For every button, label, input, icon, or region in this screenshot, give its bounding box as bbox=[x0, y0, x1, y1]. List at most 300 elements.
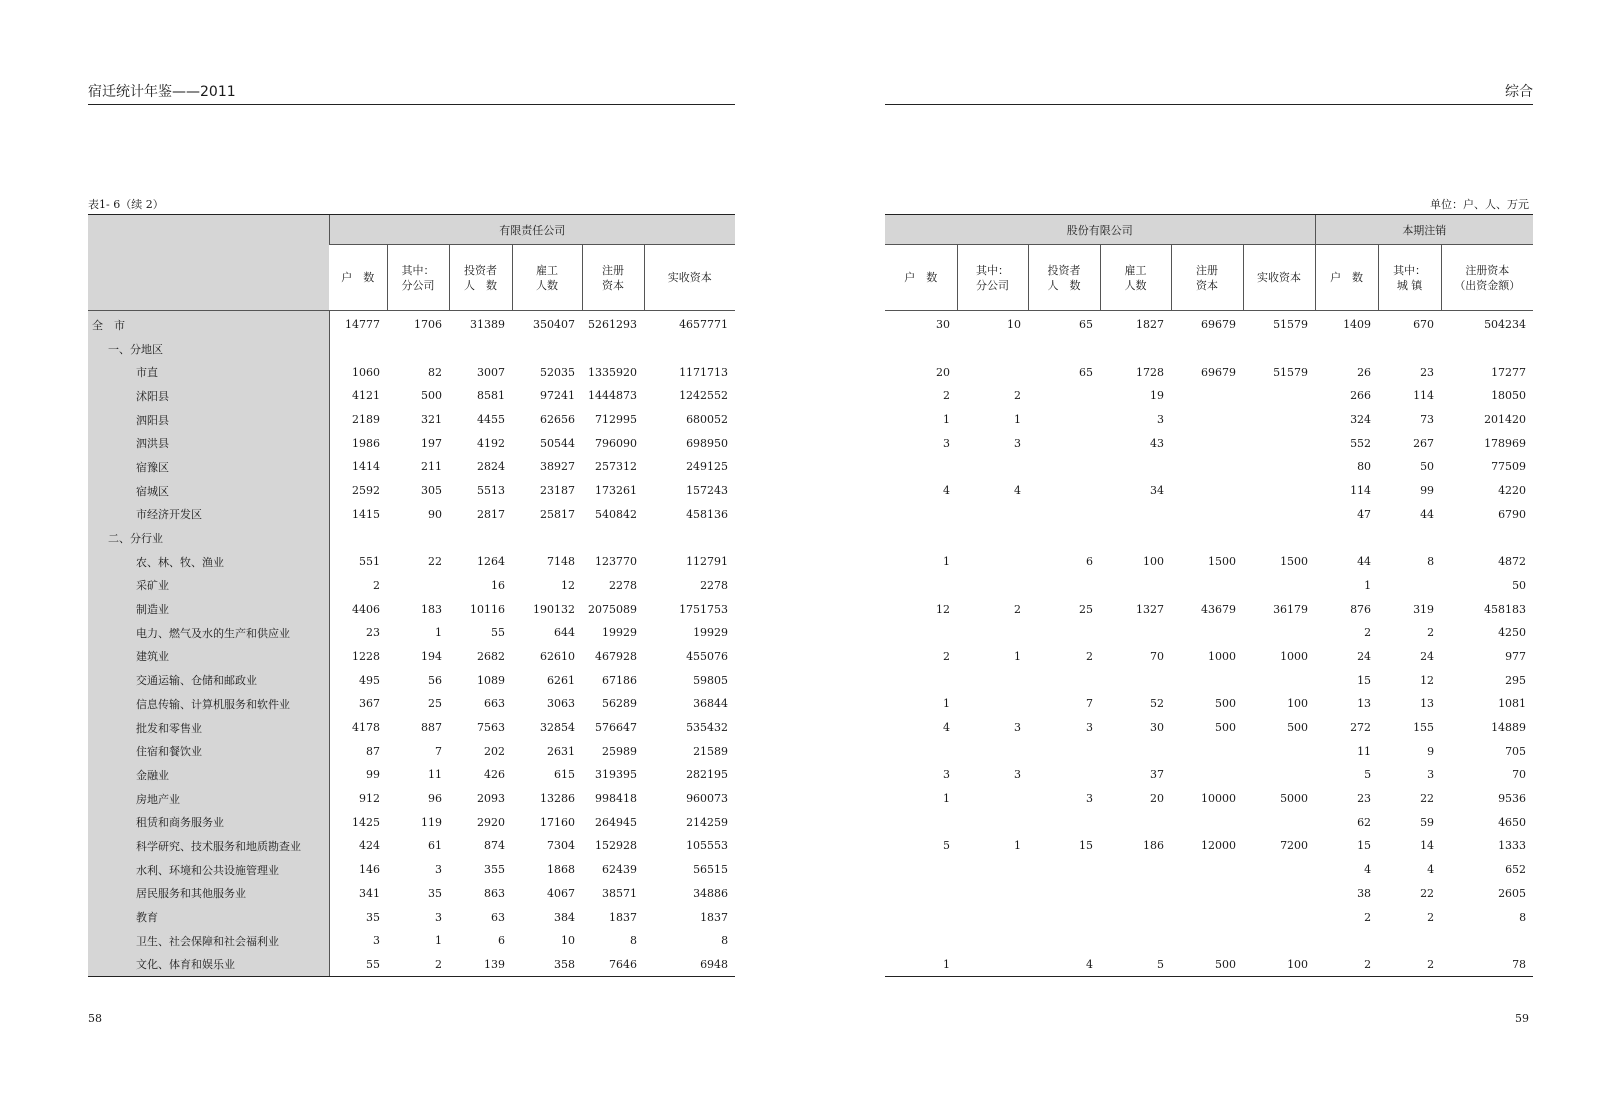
table-cell: 1 bbox=[1014, 413, 1021, 427]
table-cell bbox=[1441, 929, 1533, 953]
table-cell bbox=[1100, 905, 1171, 929]
table-cell: 65 bbox=[1079, 318, 1093, 332]
table-cell: 183 bbox=[421, 602, 442, 616]
table-cell: 13 bbox=[1420, 697, 1435, 711]
table-cell: 2 bbox=[1378, 953, 1441, 977]
table-row bbox=[885, 526, 1533, 550]
column-header: 户 数 bbox=[885, 245, 957, 311]
table-cell bbox=[1028, 431, 1100, 455]
table-row bbox=[885, 550, 1533, 574]
table-cell: 77509 bbox=[1491, 460, 1527, 474]
table-row bbox=[885, 311, 1533, 337]
table-cell: 36844 bbox=[693, 697, 729, 711]
table-cell: 35 bbox=[428, 886, 442, 900]
table-cell bbox=[957, 337, 1028, 361]
table-cell: 8 bbox=[1427, 555, 1435, 569]
row-label: 一、分地区 bbox=[88, 337, 329, 361]
table-cell: 12 bbox=[1420, 673, 1435, 687]
table-cell bbox=[1243, 882, 1315, 906]
table-cell: 576647 bbox=[595, 721, 637, 735]
table-cell bbox=[957, 858, 1028, 882]
row-label: 交通运输、仓储和邮政业 bbox=[88, 668, 329, 692]
table-cell bbox=[1378, 929, 1441, 953]
table-cell bbox=[1243, 574, 1315, 598]
table-cell: 15 bbox=[1079, 839, 1093, 853]
table-cell: 59 bbox=[1420, 815, 1435, 829]
group-header-cancel: 本期注销 bbox=[1315, 215, 1533, 245]
table-cell: 652 bbox=[1505, 863, 1527, 877]
table-cell: 22 bbox=[1420, 886, 1435, 900]
table-cell: 99 bbox=[366, 768, 380, 782]
table-row bbox=[88, 574, 735, 598]
table-cell bbox=[1028, 810, 1100, 834]
table-row bbox=[88, 763, 735, 787]
table-cell: 3 bbox=[435, 863, 442, 877]
table-cell: 5 bbox=[1364, 768, 1372, 782]
table-row bbox=[88, 858, 735, 882]
table-row bbox=[885, 882, 1533, 906]
table-cell: 67186 bbox=[602, 673, 637, 687]
table-cell: 17277 bbox=[1491, 365, 1527, 379]
table-cell: 173261 bbox=[595, 484, 637, 498]
table-row bbox=[885, 384, 1533, 408]
row-label: 市经济开发区 bbox=[88, 503, 329, 527]
table-row bbox=[88, 360, 735, 384]
table-cell: 1500 bbox=[1208, 555, 1236, 569]
table-row bbox=[885, 597, 1533, 621]
table-cell: 1 bbox=[943, 555, 950, 569]
table-cell: 4192 bbox=[477, 436, 505, 450]
table-cell: 55 bbox=[329, 953, 387, 977]
table-cell: 1 bbox=[885, 953, 957, 977]
table-cell: 4455 bbox=[477, 413, 505, 427]
table-cell: 295 bbox=[1505, 673, 1527, 687]
table-cell bbox=[1028, 455, 1100, 479]
table-cell: 1171713 bbox=[679, 365, 729, 379]
table-cell: 504234 bbox=[1484, 318, 1527, 332]
table-cell bbox=[1100, 929, 1171, 953]
table-cell bbox=[1100, 503, 1171, 527]
table-cell: 267 bbox=[1413, 436, 1435, 450]
group-header-ltd: 有限责任公司 bbox=[329, 215, 735, 245]
table-cell: 6 bbox=[1086, 555, 1093, 569]
table-cell: 705 bbox=[1505, 744, 1527, 758]
table-cell: 2920 bbox=[477, 815, 505, 829]
table-cell: 112791 bbox=[686, 555, 729, 569]
table-cell bbox=[957, 360, 1028, 384]
table-cell bbox=[1028, 384, 1100, 408]
table-cell bbox=[1028, 763, 1100, 787]
table-cell: 100 bbox=[1243, 953, 1315, 977]
table-row bbox=[885, 621, 1533, 645]
table-cell: 2 bbox=[387, 953, 449, 977]
table-cell: 1333 bbox=[1498, 839, 1527, 853]
table-cell bbox=[1243, 479, 1315, 503]
table-cell bbox=[1171, 337, 1243, 361]
table-cell: 201420 bbox=[1484, 413, 1527, 427]
table-cell bbox=[1100, 882, 1171, 906]
table-cell: 23 bbox=[1357, 792, 1372, 806]
table-cell: 3 bbox=[943, 436, 950, 450]
table-cell: 1 bbox=[1014, 839, 1021, 853]
table-cell: 19929 bbox=[602, 626, 637, 640]
table-row bbox=[88, 526, 735, 550]
table-cell: 1264 bbox=[477, 555, 505, 569]
table-cell: 5 bbox=[943, 839, 950, 853]
table-cell: 266 bbox=[1350, 389, 1372, 403]
table-cell: 202 bbox=[484, 744, 505, 758]
left-page-header: 宿迁统计年鉴——2011 bbox=[88, 84, 735, 105]
table-cell: 535432 bbox=[686, 721, 729, 735]
table-cell: 4872 bbox=[1498, 555, 1527, 569]
table-cell: 25817 bbox=[540, 507, 575, 521]
table-cell: 1868 bbox=[547, 863, 575, 877]
table-row bbox=[88, 597, 735, 621]
table-cell: 96 bbox=[428, 792, 442, 806]
row-label: 批发和零售业 bbox=[88, 716, 329, 740]
table-cell: 20 bbox=[1150, 792, 1164, 806]
table-cell bbox=[1378, 337, 1441, 361]
table-cell: 24 bbox=[1420, 649, 1435, 663]
row-label: 全 市 bbox=[88, 311, 329, 337]
table-cell bbox=[885, 574, 957, 598]
table-cell: 1000 bbox=[1280, 649, 1309, 663]
table-cell: 500 bbox=[1215, 721, 1236, 735]
table-cell bbox=[957, 810, 1028, 834]
table-row bbox=[88, 882, 735, 906]
table-cell bbox=[512, 337, 582, 361]
right-table bbox=[885, 214, 1533, 977]
table-cell: 65 bbox=[1079, 365, 1093, 379]
table-cell: 97241 bbox=[540, 389, 575, 403]
table-cell bbox=[1171, 431, 1243, 455]
table-cell bbox=[957, 550, 1028, 574]
table-cell bbox=[1100, 810, 1171, 834]
table-cell: 500 bbox=[1215, 697, 1236, 711]
table-row bbox=[88, 503, 735, 527]
row-label: 租赁和商务服务业 bbox=[88, 810, 329, 834]
table-cell bbox=[582, 526, 644, 550]
table-cell: 22 bbox=[428, 555, 442, 569]
table-cell: 21589 bbox=[693, 744, 729, 758]
table-cell: 1242552 bbox=[679, 389, 729, 403]
row-label: 信息传输、计算机服务和软件业 bbox=[88, 692, 329, 716]
table-cell: 863 bbox=[484, 886, 505, 900]
table-cell bbox=[957, 787, 1028, 811]
column-header: 户 数 bbox=[329, 245, 387, 311]
table-row bbox=[885, 408, 1533, 432]
table-cell: 551 bbox=[359, 555, 380, 569]
table-cell bbox=[1028, 574, 1100, 598]
table-cell: 670 bbox=[1413, 318, 1435, 332]
table-cell bbox=[1243, 763, 1315, 787]
table-cell: 70 bbox=[1512, 768, 1527, 782]
table-cell: 50544 bbox=[540, 436, 575, 450]
table-cell: 30 bbox=[936, 318, 950, 332]
table-cell: 876 bbox=[1350, 602, 1372, 616]
column-header: 其中： 分公司 bbox=[387, 245, 449, 311]
table-cell bbox=[957, 668, 1028, 692]
table-cell bbox=[1028, 905, 1100, 929]
table-row bbox=[885, 337, 1533, 361]
table-cell: 426 bbox=[484, 768, 505, 782]
table-cell bbox=[885, 337, 957, 361]
table-cell: 1 bbox=[943, 413, 950, 427]
table-cell: 100 bbox=[1287, 697, 1309, 711]
table-cell bbox=[387, 337, 449, 361]
table-cell: 3 bbox=[1014, 436, 1021, 450]
column-header: 实收资本 bbox=[1243, 245, 1315, 311]
table-cell: 3 bbox=[1014, 768, 1021, 782]
table-cell bbox=[1100, 337, 1171, 361]
table-cell: 157243 bbox=[686, 484, 729, 498]
row-label: 教育 bbox=[88, 905, 329, 929]
column-header: 注册资本 （出资金额） bbox=[1441, 245, 1533, 311]
table-cell: 2 bbox=[1014, 602, 1021, 616]
table-cell: 4 bbox=[1014, 484, 1021, 498]
table-cell bbox=[1171, 526, 1243, 550]
table-cell: 2592 bbox=[352, 484, 380, 498]
table-cell: 43679 bbox=[1201, 602, 1236, 616]
table-cell: 1500 bbox=[1280, 555, 1309, 569]
table-cell: 4121 bbox=[352, 389, 380, 403]
table-cell: 998418 bbox=[595, 792, 637, 806]
table-cell: 11 bbox=[428, 768, 442, 782]
table-cell bbox=[1171, 574, 1243, 598]
table-cell bbox=[885, 929, 957, 953]
row-label: 电力、燃气及水的生产和供应业 bbox=[88, 621, 329, 645]
row-label: 采矿业 bbox=[88, 574, 329, 598]
table-cell: 424 bbox=[359, 839, 380, 853]
table-cell bbox=[1100, 455, 1171, 479]
table-cell: 11 bbox=[1357, 744, 1372, 758]
table-cell bbox=[1171, 905, 1243, 929]
table-cell: 874 bbox=[484, 839, 505, 853]
row-label: 文化、体育和娱乐业 bbox=[88, 953, 329, 977]
table-cell bbox=[644, 337, 735, 361]
table-cell bbox=[1171, 763, 1243, 787]
table-cell: 70 bbox=[1150, 649, 1164, 663]
table-cell: 52 bbox=[1150, 697, 1164, 711]
table-cell: 1409 bbox=[1343, 318, 1372, 332]
table-cell: 2605 bbox=[1498, 886, 1527, 900]
table-cell: 7 bbox=[435, 744, 442, 758]
table-row bbox=[88, 311, 735, 337]
table-cell: 500 bbox=[421, 389, 442, 403]
table-cell: 6948 bbox=[644, 953, 735, 977]
page-number-left: 58 bbox=[88, 1012, 102, 1025]
table-cell: 4406 bbox=[352, 602, 380, 616]
table-cell: 4 bbox=[943, 484, 950, 498]
table-cell: 7 bbox=[1086, 697, 1093, 711]
table-cell: 194 bbox=[421, 649, 442, 663]
table-cell: 500 bbox=[1287, 721, 1309, 735]
table-cell: 190132 bbox=[533, 602, 575, 616]
table-cell: 2824 bbox=[477, 460, 505, 474]
table-cell: 2631 bbox=[547, 744, 575, 758]
table-cell: 36179 bbox=[1273, 602, 1309, 616]
table-cell: 87 bbox=[366, 744, 380, 758]
table-cell: 1 bbox=[1364, 578, 1372, 592]
table-cell: 2 bbox=[1364, 626, 1372, 640]
table-cell: 23 bbox=[366, 626, 380, 640]
table-row bbox=[885, 905, 1533, 929]
table-cell: 90 bbox=[428, 507, 442, 521]
table-cell: 1837 bbox=[700, 910, 729, 924]
table-cell bbox=[957, 692, 1028, 716]
table-row bbox=[88, 692, 735, 716]
table-row bbox=[885, 858, 1533, 882]
table-cell: 6 bbox=[498, 934, 505, 948]
table-cell bbox=[1243, 739, 1315, 763]
table-row bbox=[885, 645, 1533, 669]
table-cell: 119 bbox=[421, 815, 442, 829]
table-cell: 3 bbox=[373, 934, 380, 948]
table-cell: 2278 bbox=[700, 578, 729, 592]
table-cell bbox=[1243, 905, 1315, 929]
row-label: 科学研究、技术服务和地质勘查业 bbox=[88, 834, 329, 858]
table-row bbox=[88, 787, 735, 811]
table-cell: 61 bbox=[428, 839, 442, 853]
table-row bbox=[885, 929, 1533, 953]
table-cell: 23 bbox=[1420, 365, 1435, 379]
table-cell bbox=[1243, 929, 1315, 953]
table-row bbox=[88, 550, 735, 574]
table-cell: 12 bbox=[561, 578, 575, 592]
table-cell: 5000 bbox=[1280, 792, 1309, 806]
table-cell: 2 bbox=[1014, 389, 1021, 403]
table-cell: 2 bbox=[943, 389, 950, 403]
table-cell: 4 bbox=[943, 721, 950, 735]
table-row bbox=[885, 692, 1533, 716]
table-cell bbox=[1315, 929, 1378, 953]
table-cell: 2 bbox=[373, 578, 380, 592]
table-cell: 887 bbox=[421, 721, 442, 735]
table-cell: 23187 bbox=[540, 484, 575, 498]
table-cell bbox=[1243, 384, 1315, 408]
table-cell: 4178 bbox=[352, 721, 380, 735]
table-cell: 2 bbox=[1427, 910, 1435, 924]
table-row bbox=[88, 621, 735, 645]
table-cell: 7148 bbox=[547, 555, 575, 569]
table-cell bbox=[1100, 574, 1171, 598]
table-cell bbox=[329, 337, 387, 361]
table-cell: 32854 bbox=[540, 721, 575, 735]
table-cell: 7200 bbox=[1280, 839, 1309, 853]
table-row bbox=[88, 408, 735, 432]
table-cell: 78 bbox=[1441, 953, 1533, 977]
table-cell: 540842 bbox=[595, 507, 637, 521]
table-cell: 1414 bbox=[352, 460, 380, 474]
table-cell: 467928 bbox=[595, 649, 637, 663]
table-cell: 47 bbox=[1357, 507, 1372, 521]
row-label: 沭阳县 bbox=[88, 384, 329, 408]
table-cell: 15 bbox=[1357, 839, 1372, 853]
table-row bbox=[885, 953, 1533, 977]
table-cell: 8 bbox=[630, 934, 637, 948]
table-cell bbox=[1315, 526, 1378, 550]
table-cell: 44 bbox=[1420, 507, 1435, 521]
table-cell: 56 bbox=[428, 673, 442, 687]
table-cell bbox=[1171, 479, 1243, 503]
column-header: 实收资本 bbox=[644, 245, 735, 311]
table-cell bbox=[1243, 503, 1315, 527]
table-cell: 38 bbox=[1357, 886, 1372, 900]
page-number-right: 59 bbox=[1515, 1012, 1529, 1025]
table-cell: 2093 bbox=[477, 792, 505, 806]
table-cell: 37 bbox=[1150, 768, 1164, 782]
table-cell: 264945 bbox=[595, 815, 637, 829]
table-cell bbox=[1441, 337, 1533, 361]
table-cell bbox=[1028, 882, 1100, 906]
table-cell bbox=[885, 882, 957, 906]
table-cell: 186 bbox=[1143, 839, 1164, 853]
table-cell bbox=[1100, 739, 1171, 763]
table-cell: 698950 bbox=[686, 436, 729, 450]
table-cell: 3 bbox=[1157, 413, 1164, 427]
table-cell bbox=[1100, 668, 1171, 692]
table-cell: 152928 bbox=[595, 839, 637, 853]
table-cell: 59805 bbox=[693, 673, 729, 687]
table-cell: 25 bbox=[428, 697, 442, 711]
table-cell: 341 bbox=[359, 886, 380, 900]
table-cell: 9536 bbox=[1498, 792, 1527, 806]
table-cell: 680052 bbox=[686, 413, 729, 427]
column-header: 其中： 城 镇 bbox=[1378, 245, 1441, 311]
table-cell: 1425 bbox=[352, 815, 380, 829]
row-label: 卫生、社会保障和社会福利业 bbox=[88, 929, 329, 953]
table-row bbox=[88, 668, 735, 692]
table-cell: 20 bbox=[936, 365, 950, 379]
table-cell: 12 bbox=[936, 602, 950, 616]
table-row bbox=[885, 810, 1533, 834]
table-cell bbox=[957, 929, 1028, 953]
table-cell bbox=[957, 503, 1028, 527]
table-cell: 1837 bbox=[609, 910, 637, 924]
table-row bbox=[88, 810, 735, 834]
table-cell: 960073 bbox=[686, 792, 729, 806]
table-cell: 4 bbox=[1364, 863, 1372, 877]
row-label: 宿城区 bbox=[88, 479, 329, 503]
table-row bbox=[885, 360, 1533, 384]
table-cell bbox=[387, 526, 449, 550]
table-cell: 211 bbox=[421, 460, 442, 474]
table-cell: 35 bbox=[366, 910, 380, 924]
table-cell: 14889 bbox=[1491, 721, 1527, 735]
table-cell: 455076 bbox=[686, 649, 729, 663]
table-row bbox=[885, 503, 1533, 527]
table-cell: 52035 bbox=[540, 365, 575, 379]
table-cell: 7646 bbox=[582, 953, 644, 977]
table-cell: 13286 bbox=[540, 792, 575, 806]
table-cell bbox=[1100, 526, 1171, 550]
table-cell bbox=[1243, 621, 1315, 645]
table-cell: 62439 bbox=[602, 863, 637, 877]
table-cell: 51579 bbox=[1273, 318, 1309, 332]
table-cell: 114 bbox=[1413, 389, 1435, 403]
group-header-share: 股份有限公司 bbox=[885, 215, 1315, 245]
table-cell: 500 bbox=[1171, 953, 1243, 977]
column-header: 雇工 人数 bbox=[1100, 245, 1171, 311]
table-cell bbox=[1171, 384, 1243, 408]
table-cell: 43 bbox=[1150, 436, 1164, 450]
table-cell: 3 bbox=[1086, 792, 1093, 806]
table-cell bbox=[1028, 479, 1100, 503]
row-label: 水利、环境和公共设施管理业 bbox=[88, 858, 329, 882]
table-row bbox=[885, 739, 1533, 763]
table-cell: 249125 bbox=[686, 460, 729, 474]
table-cell bbox=[1171, 621, 1243, 645]
